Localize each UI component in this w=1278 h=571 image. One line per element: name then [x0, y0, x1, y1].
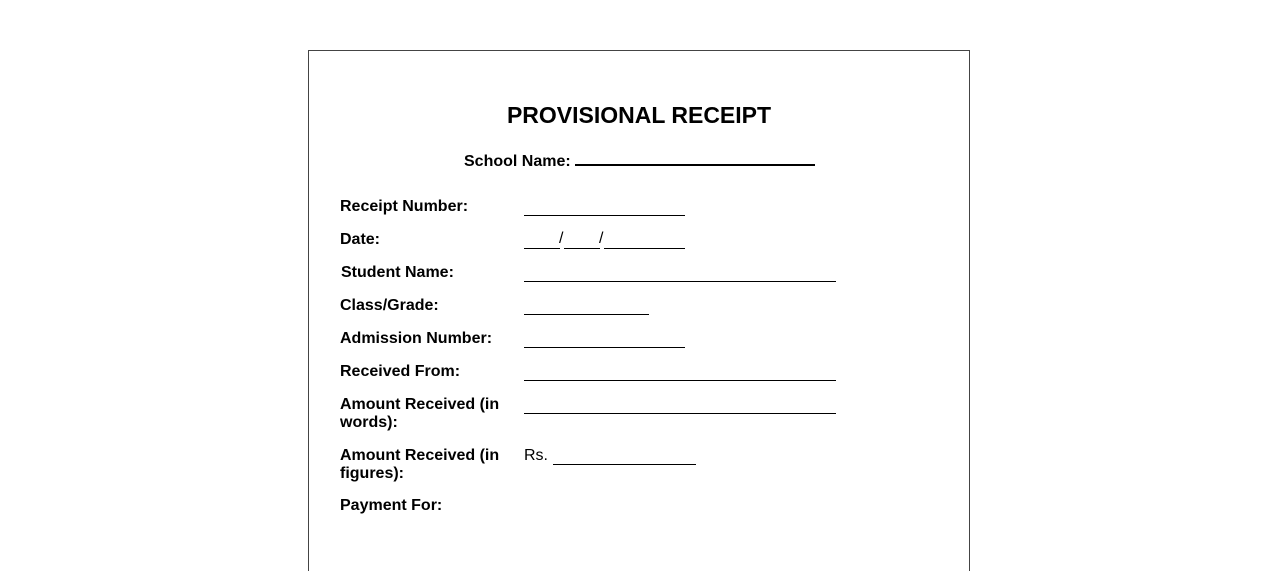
- class-grade-blank[interactable]: [524, 314, 649, 315]
- amount-words-label: Amount Received (in words):: [340, 396, 500, 431]
- admission-number-blank[interactable]: [524, 347, 685, 348]
- receipt-page: [308, 50, 970, 571]
- receipt-number-label: Receipt Number:: [340, 198, 469, 215]
- amount-figures-blank[interactable]: [553, 464, 696, 465]
- receipt-number-blank[interactable]: [524, 215, 685, 216]
- received-from-blank[interactable]: [524, 380, 836, 381]
- school-name-label: School Name:: [464, 153, 571, 170]
- date-month-blank[interactable]: [564, 248, 600, 249]
- student-name-blank[interactable]: [524, 281, 836, 282]
- date-separator: /: [599, 230, 604, 247]
- class-grade-label: Class/Grade:: [340, 297, 439, 314]
- payment-for-label: Payment For:: [340, 497, 443, 514]
- amount-figures-label: Amount Received (in figures):: [340, 447, 500, 482]
- date-day-blank[interactable]: [524, 248, 560, 249]
- currency-label: Rs.: [524, 447, 548, 464]
- school-name-field: [464, 150, 815, 171]
- received-from-label: Received From:: [340, 363, 461, 380]
- page-title: PROVISIONAL RECEIPT: [506, 102, 772, 128]
- date-label: Date:: [340, 231, 381, 248]
- amount-words-blank[interactable]: [524, 413, 836, 414]
- school-name-blank[interactable]: [575, 150, 815, 166]
- date-year-blank[interactable]: [604, 248, 685, 249]
- student-name-label: Student Name:: [341, 264, 454, 281]
- admission-number-label: Admission Number:: [340, 330, 493, 347]
- date-separator: /: [559, 230, 564, 247]
